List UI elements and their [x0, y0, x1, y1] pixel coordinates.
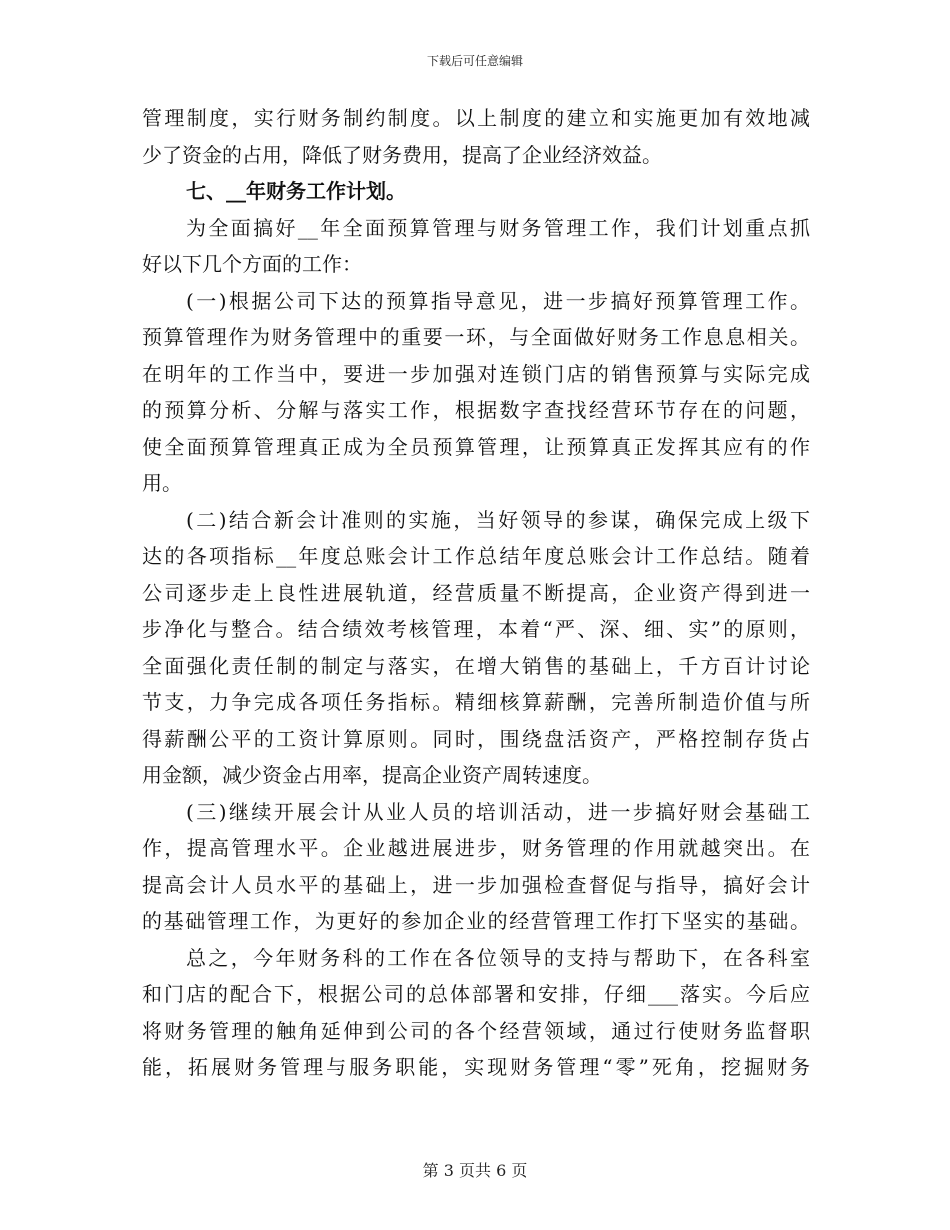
text-line: 全面强化责任制的制定与落实，在增大销售的基础上，千方百计讨论 — [142, 653, 810, 678]
text-line: 达的各项指标__年度总账会计工作总结年度总账会计工作总结。随着 — [142, 544, 810, 568]
document-body — [142, 100, 810, 1086]
text-line: 得薪酬公平的工资计算原则。同时，围绕盘活资产，严格控制存货占 — [142, 726, 810, 751]
text-line: 预算管理作为财务管理中的重要一环，与全面做好财务工作息息相关。 — [142, 325, 810, 349]
text-line: (三)继续开展会计从业人员的培训活动，进一步搞好财会基础工 — [186, 799, 810, 824]
text-line: 使全面预算管理真正成为全员预算管理，让预算真正发挥其应有的作 — [142, 434, 810, 459]
text-line: (二)结合新会计准则的实施，当好领导的参谋，确保完成上级下 — [186, 507, 810, 532]
text-line: 在明年的工作当中，要进一步加强对连锁门店的销售预算与实际完成 — [142, 361, 810, 386]
text-line: 步净化与整合。结合绩效考核管理，本着“严、深、细、实”的原则， — [142, 617, 810, 641]
text-line: (一)根据公司下达的预算指导意见，进一步搞好预算管理工作。 — [186, 288, 810, 313]
text-line: 管理制度，实行财务制约制度。以上制度的建立和实施更加有效地减 — [142, 106, 810, 130]
text-line: 的基础管理工作，为更好的参加企业的经营管理工作打下坚实的基础。 — [142, 909, 810, 933]
text-line: 用金额，减少资金占用率，提高企业资产周转速度。 — [142, 763, 602, 787]
text-line: 好以下几个方面的工作： — [142, 252, 362, 276]
text-line: 能，拓展财务管理与服务职能，实现财务管理“零”死角，挖掘财务 — [142, 1055, 810, 1079]
text-line: 总之，今年财务科的工作在各位领导的支持与帮助下，在各科室 — [186, 945, 810, 970]
text-line: 为全面搞好__年全面预算管理与财务管理工作，我们计划重点抓 — [186, 215, 810, 240]
text-line: 用。 — [142, 471, 182, 495]
page-header: 下载后可任意编辑 — [426, 54, 523, 68]
section-heading: 七、__年财务工作计划。 — [186, 179, 406, 203]
text-line: 节支，力争完成各项任务指标。精细核算薪酬，完善所制造价值与所 — [142, 690, 810, 714]
text-line: 和门店的配合下，根据公司的总体部署和安排，仔细___落实。今后应 — [142, 982, 810, 1006]
page-footer: 第 3 页共 6 页 — [422, 1161, 528, 1180]
text-line: 作，提高管理水平。企业越进展进步，财务管理的作用就越突出。在 — [142, 836, 810, 860]
text-line: 公司逐步走上良性进展轨道，经营质量不断提高，企业资产得到进一 — [142, 580, 810, 605]
text-line: 的预算分析、分解与落实工作，根据数字查找经营环节存在的问题， — [142, 398, 810, 422]
text-line: 少了资金的占用，降低了财务费用，提高了企业经济效益。 — [142, 142, 662, 167]
text-line: 提高会计人员水平的基础上，进一步加强检查督促与指导，搞好会计 — [142, 872, 810, 897]
text-line: 将财务管理的触角延伸到公司的各个经营领域，通过行使财务监督职 — [142, 1018, 810, 1043]
